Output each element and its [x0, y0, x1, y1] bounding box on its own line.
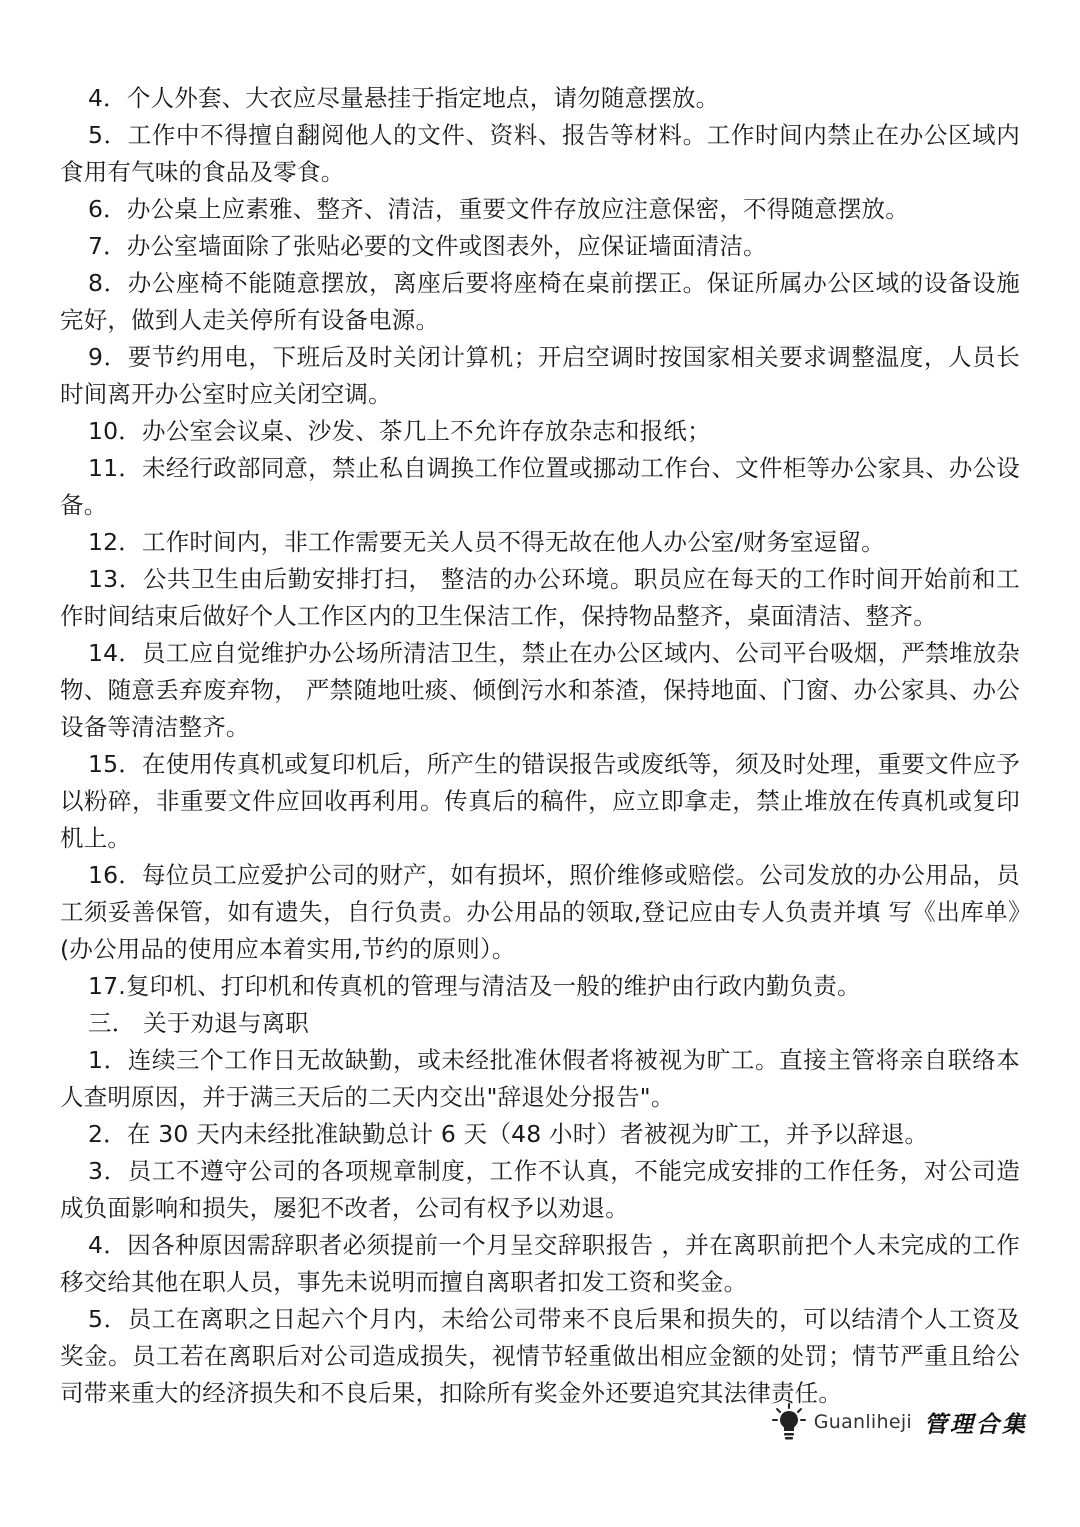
resignation-paragraph-1: 1．连续三个工作日无故缺勤，或未经批准休假者将被视为旷工。直接主管将亲自联络本人查明原因，并于满三天后的二天内交出"辞退处分报告"。: [60, 1046, 1020, 1111]
rule-paragraph-13: 13．公共卫生由后勤安排打扫， 整洁的办公环境。职员应在每天的工作时间开始前和工作时间结束后做好个人工作区内的卫生保洁工作，保持物品整齐，桌面清洁、整齐。: [60, 565, 1020, 630]
rule-paragraph-9: 9．要节约用电，下班后及时关闭计算机；开启空调时按国家相关要求调整温度，人员长时间离开办公室时应关闭空调。: [60, 343, 1020, 408]
rule-paragraph-16: 16．每位员工应爱护公司的财产，如有损坏，照价维修或赔偿。公司发放的办公用品，员工须妥善保管，如有遗失，自行负责。办公用品的领取,登记应由专人负责并填 写《出库单》(办公用品的使用应本着实用,节约的原则）。: [60, 861, 1020, 963]
rule-paragraph-17: 17.复印机、打印机和传真机的管理与清洁及一般的维护由行政内勤负责。: [88, 972, 861, 1000]
rule-paragraph-11: 11．未经行政部同意，禁止私自调换工作位置或挪动工作台、文件柜等办公家具、办公设备。: [60, 454, 1020, 519]
resignation-paragraph-5: 5．员工在离职之日起六个月内，未给公司带来不良后果和损失的，可以结清个人工资及奖金。员工若在离职后对公司造成损失，视情节轻重做出相应金额的处罚；情节严重且给公司带来重大的经济损失和不良后果，扣除所有奖金外还要追究其法律责任。: [60, 1305, 1020, 1407]
lightbulb-icon: [772, 1402, 806, 1442]
brand-name-cn: 管理合集: [924, 1410, 1028, 1438]
brand-name-en: Guanliheji: [813, 1411, 912, 1433]
rule-paragraph-4: 4．个人外套、大衣应尽量悬挂于指定地点，请勿随意摆放。: [88, 84, 720, 112]
rule-paragraph-12: 12．工作时间内，非工作需要无关人员不得无故在他人办公室/财务室逗留。: [88, 528, 885, 556]
resignation-paragraph-4: 4．因各种原因需辞职者必须提前一个月呈交辞职报告 ，并在离职前把个人未完成的工作移交给其他在职人员，事先未说明而擅自离职者扣发工资和奖金。: [60, 1231, 1020, 1296]
rule-paragraph-8: 8．办公座椅不能随意摆放，离座后要将座椅在桌前摆正。保证所属办公区域的设备设施完好，做到人走关停所有设备电源。: [60, 269, 1020, 334]
rule-paragraph-14: 14．员工应自觉维护办公场所清洁卫生，禁止在办公区域内、公司平台吸烟，严禁堆放杂物、随意丢弃废弃物， 严禁随地吐痰、倾倒污水和茶渣，保持地面、门窗、办公家具、办公设备等清洁整齐。: [60, 639, 1020, 741]
document-body: [60, 80, 1020, 1412]
resignation-paragraph-2: 2．在 30 天内未经批准缺勤总计 6 天（48 小时）者被视为旷工，并予以辞退。: [88, 1120, 929, 1148]
rule-paragraph-5: 5．工作中不得擅自翻阅他人的文件、资料、报告等材料。工作时间内禁止在办公区域内食用有气味的食品及零食。: [60, 121, 1020, 186]
rule-paragraph-10: 10．办公室会议桌、沙发、茶几上不允许存放杂志和报纸；: [88, 417, 711, 445]
rule-paragraph-7: 7．办公室墙面除了张贴必要的文件或图表外，应保证墙面清洁。: [88, 232, 767, 260]
resignation-paragraph-3: 3．员工不遵守公司的各项规章制度，工作不认真，不能完成安排的工作任务，对公司造成负面影响和损失，屡犯不改者，公司有权予以劝退。: [60, 1157, 1020, 1222]
rule-paragraph-15: 15．在使用传真机或复印机后，所产生的错误报告或废纸等，须及时处理，重要文件应予以粉碎，非重要文件应回收再利用。传真后的稿件，应立即拿走，禁止堆放在传真机或复印机上。: [60, 750, 1020, 852]
footer-brand: [772, 1402, 1028, 1442]
section-heading: 三． 关于劝退与离职: [88, 1009, 309, 1037]
rule-paragraph-6: 6．办公桌上应素雅、整齐、清洁，重要文件存放应注意保密，不得随意摆放。: [88, 195, 909, 223]
